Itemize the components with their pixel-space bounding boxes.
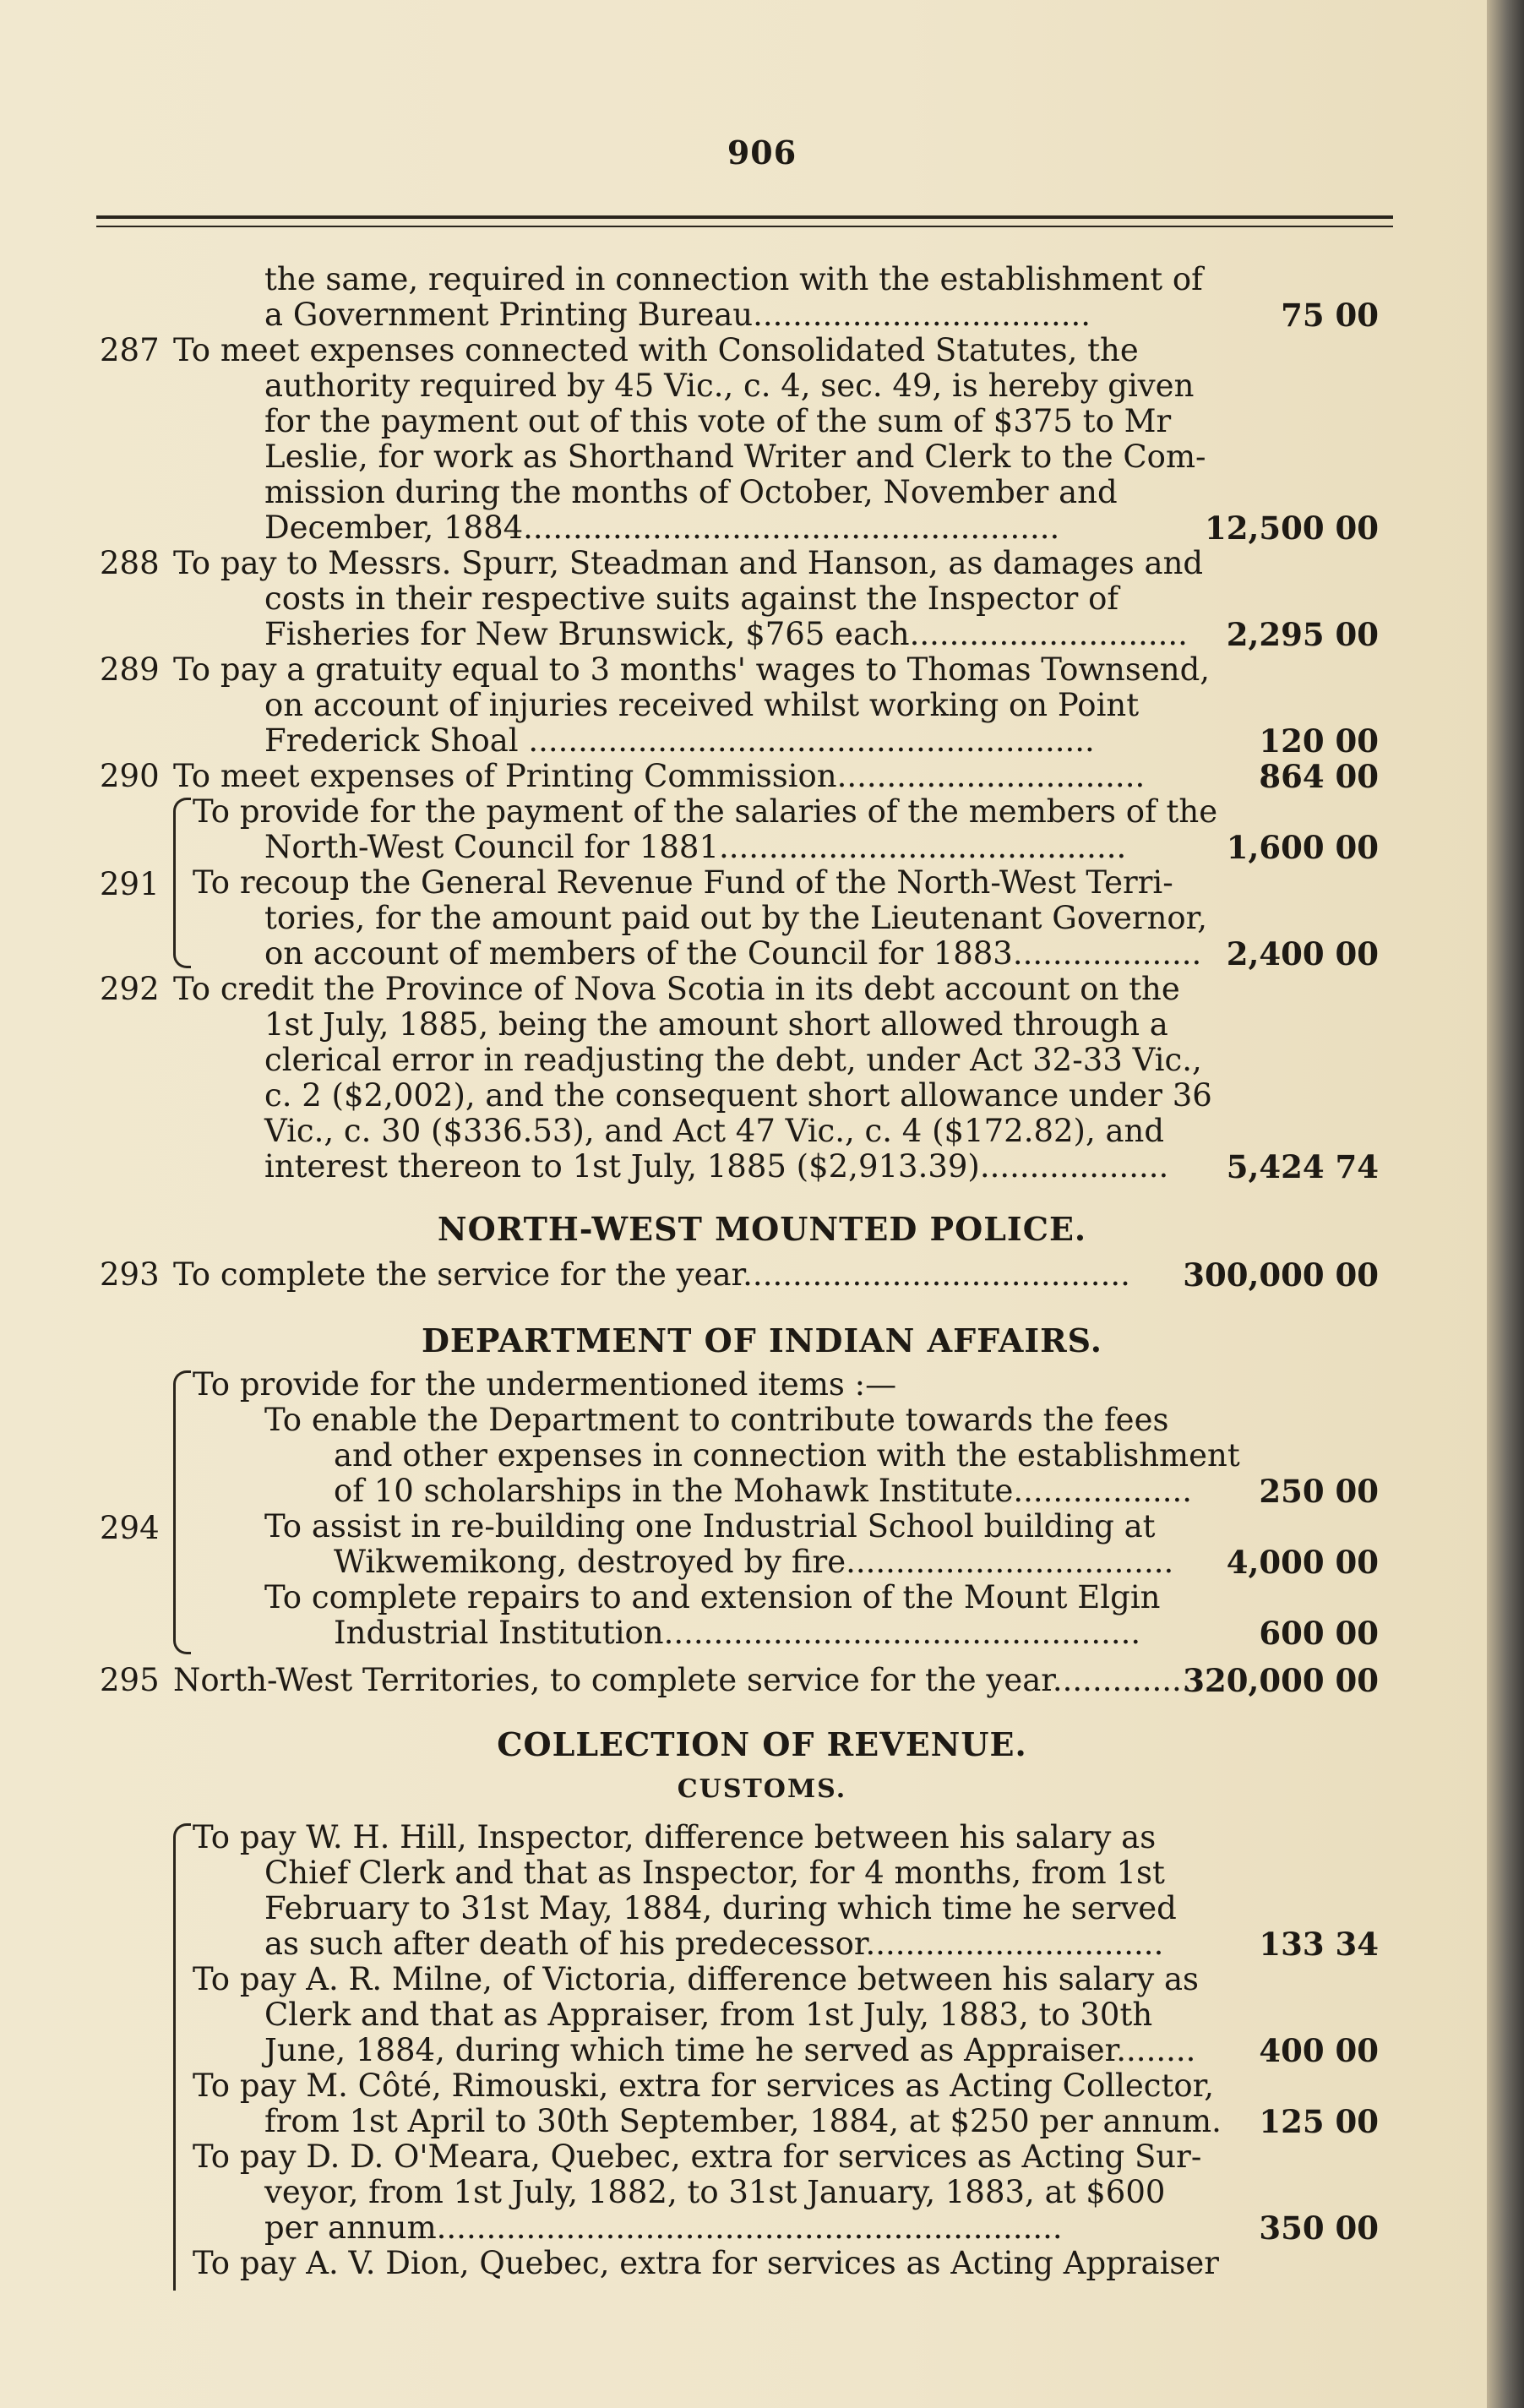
entry-line: Frederick Shoal .........................................................	[264, 722, 1095, 759]
entry-line: 1st July, 1885, being the amount short allowed through a	[264, 1006, 1168, 1043]
entry-line: and other expenses in connection with the establishment	[334, 1437, 1240, 1474]
entry-line: Industrial Institution................................................	[334, 1615, 1141, 1651]
entry-line: Leslie, for work as Shorthand Writer and Clerk to the Com-	[264, 439, 1206, 475]
entry-amount: 864 00	[1259, 758, 1379, 795]
brace-bracket	[173, 1370, 191, 1654]
entry-amount: 300,000 00	[1183, 1256, 1379, 1294]
section-heading-police: NORTH-WEST MOUNTED POLICE.	[437, 1210, 1087, 1248]
entry-line: To recoup the General Revenue Fund of the North-West Terri-	[193, 864, 1173, 901]
entry-amount: 600 00	[1259, 1615, 1379, 1652]
entry-line: Wikwemikong, destroyed by fire.................................	[334, 1544, 1174, 1580]
brace-bracket	[173, 798, 191, 968]
entry-line: tories, for the amount paid out by the Lieutenant Governor,	[264, 900, 1208, 936]
entry-line: costs in their respective suits against the Inspector of	[264, 580, 1119, 617]
page-number: 906	[727, 133, 797, 172]
entry-line: mission during the months of October, November and	[264, 474, 1118, 510]
item-number: 288	[100, 545, 160, 581]
entry-line: To assist in re-building one Industrial School building at	[264, 1508, 1156, 1544]
entry-line: per annum...............................................................	[264, 2209, 1063, 2246]
entry-line: To pay W. H. Hill, Inspector, difference between his salary as	[193, 1819, 1157, 1855]
item-292	[0, 972, 1487, 1191]
entry-line: To enable the Department to contribute towards the fees	[264, 1402, 1169, 1438]
entry-line: the same, required in connection with the establishment of	[264, 261, 1203, 297]
entry-amount: 400 00	[1259, 2032, 1379, 2069]
item-295	[0, 1663, 1487, 1702]
entry-line: from 1st April to 30th September, 1884, at $250 per annum.	[264, 2103, 1222, 2139]
item-number: 293	[100, 1256, 160, 1293]
item-288	[0, 546, 1487, 656]
section-subheading-customs: CUSTOMS.	[677, 1774, 847, 1804]
continuation-entry	[0, 262, 1487, 338]
item-number: 287	[100, 332, 160, 368]
header-rule-thin	[96, 226, 1393, 227]
entry-line: clerical error in readjusting the debt, under Act 32-33 Vic.,	[264, 1042, 1202, 1078]
entry-line: To complete repairs to and extension of the Mount Elgin	[264, 1579, 1161, 1615]
book-gutter	[1487, 0, 1524, 2408]
brace-bracket	[173, 1823, 191, 2291]
item-289	[0, 652, 1487, 762]
item-287	[0, 333, 1487, 553]
entry-line: Clerk and that as Appraiser, from 1st July, 1883, to 30th	[264, 1997, 1153, 2033]
entry-line: for the payment out of this vote of the sum of $375 to Mr	[264, 403, 1172, 439]
entry-line: Chief Clerk and that as Inspector, for 4 months, from 1st	[264, 1855, 1165, 1891]
entry-line: February to 31st May, 1884, during which time he served	[264, 1890, 1177, 1926]
section-heading-revenue: COLLECTION OF REVENUE.	[497, 1725, 1027, 1763]
entry-line: c. 2 ($2,002), and the consequent short allowance under 36	[264, 1077, 1212, 1114]
entry-line: To pay D. D. O'Meara, Quebec, extra for services as Acting Sur-	[193, 2138, 1202, 2175]
entry-line: North-West Territories, to complete service for the year...............	[173, 1662, 1202, 1698]
entry-line: North-West Council for 1881.........................................	[264, 829, 1127, 865]
entry-line: To provide for the payment of the salaries of the members of the	[193, 793, 1218, 830]
entry-amount: 2,400 00	[1226, 935, 1379, 972]
item-number: 292	[100, 971, 160, 1007]
entry-line: To pay a gratuity equal to 3 months' wages to Thomas Townsend,	[173, 651, 1211, 688]
item-number: 291	[100, 866, 160, 902]
entry-line: June, 1884, during which time he served as Appraiser........	[264, 2032, 1196, 2068]
entry-amount: 350 00	[1259, 2209, 1379, 2247]
item-number: 295	[100, 1662, 160, 1698]
item-number: 290	[100, 758, 160, 794]
entry-line: Fisheries for New Brunswick, $765 each............................	[264, 616, 1188, 652]
entry-amount: 75 00	[1281, 297, 1379, 334]
entry-line: authority required by 45 Vic., c. 4, sec. 49, is hereby given	[264, 368, 1195, 404]
entry-amount: 1,600 00	[1226, 829, 1379, 866]
entry-amount: 133 34	[1259, 1926, 1379, 1963]
entry-line: December, 1884......................................................	[264, 509, 1060, 546]
entry-line: To credit the Province of Nova Scotia in its debt account on the	[173, 971, 1180, 1007]
entry-amount: 250 00	[1259, 1473, 1379, 1510]
entry-amount: 12,500 00	[1205, 509, 1379, 547]
item-294	[0, 1367, 1487, 1654]
item-number: 289	[100, 651, 160, 688]
entry-line: To complete the service for the year.......................................	[173, 1256, 1130, 1293]
item-290	[0, 759, 1487, 798]
entry-line: To pay M. Côté, Rimouski, extra for services as Acting Collector,	[193, 2068, 1215, 2104]
entry-amount: 120 00	[1259, 722, 1379, 760]
section-heading-indian-affairs: DEPARTMENT OF INDIAN AFFAIRS.	[421, 1321, 1103, 1359]
entry-line: a Government Printing Bureau..................................	[264, 297, 1091, 333]
customs-items	[0, 1820, 1487, 2293]
entry-line: of 10 scholarships in the Mohawk Institute..................	[334, 1473, 1193, 1509]
entry-amount: 125 00	[1259, 2103, 1379, 2140]
entry-line: To pay A. R. Milne, of Victoria, difference between his salary as	[193, 1961, 1200, 1997]
entry-line: Vic., c. 30 ($336.53), and Act 47 Vic., c. 4 ($172.82), and	[264, 1113, 1165, 1149]
item-291	[0, 794, 1487, 972]
entry-amount: 320,000 00	[1183, 1662, 1379, 1699]
entry-line: To provide for the undermentioned items :—	[193, 1366, 897, 1403]
entry-line: interest thereon to 1st July, 1885 ($2,913.39)...................	[264, 1148, 1169, 1185]
entry-line: on account of members of the Council for 1883...................	[264, 935, 1202, 972]
entry-line: To meet expenses of Printing Commission...............................	[173, 758, 1146, 794]
entry-line: To pay to Messrs. Spurr, Steadman and Hanson, as damages and	[173, 545, 1204, 581]
entry-line: as such after death of his predecessor..............................	[264, 1926, 1164, 1962]
entry-line: To meet expenses connected with Consolidated Statutes, the	[173, 332, 1139, 368]
entry-amount: 2,295 00	[1226, 616, 1379, 653]
header-rule	[96, 215, 1393, 219]
item-293	[0, 1257, 1487, 1296]
item-number: 294	[100, 1510, 160, 1546]
entry-amount: 5,424 74	[1226, 1148, 1379, 1185]
entry-line: To pay A. V. Dion, Quebec, extra for services as Acting Appraiser	[193, 2245, 1219, 2281]
entry-line: on account of injuries received whilst working on Point	[264, 687, 1140, 723]
entry-line: veyor, from 1st July, 1882, to 31st January, 1883, at $600	[264, 2174, 1166, 2210]
entry-amount: 4,000 00	[1226, 1544, 1379, 1581]
